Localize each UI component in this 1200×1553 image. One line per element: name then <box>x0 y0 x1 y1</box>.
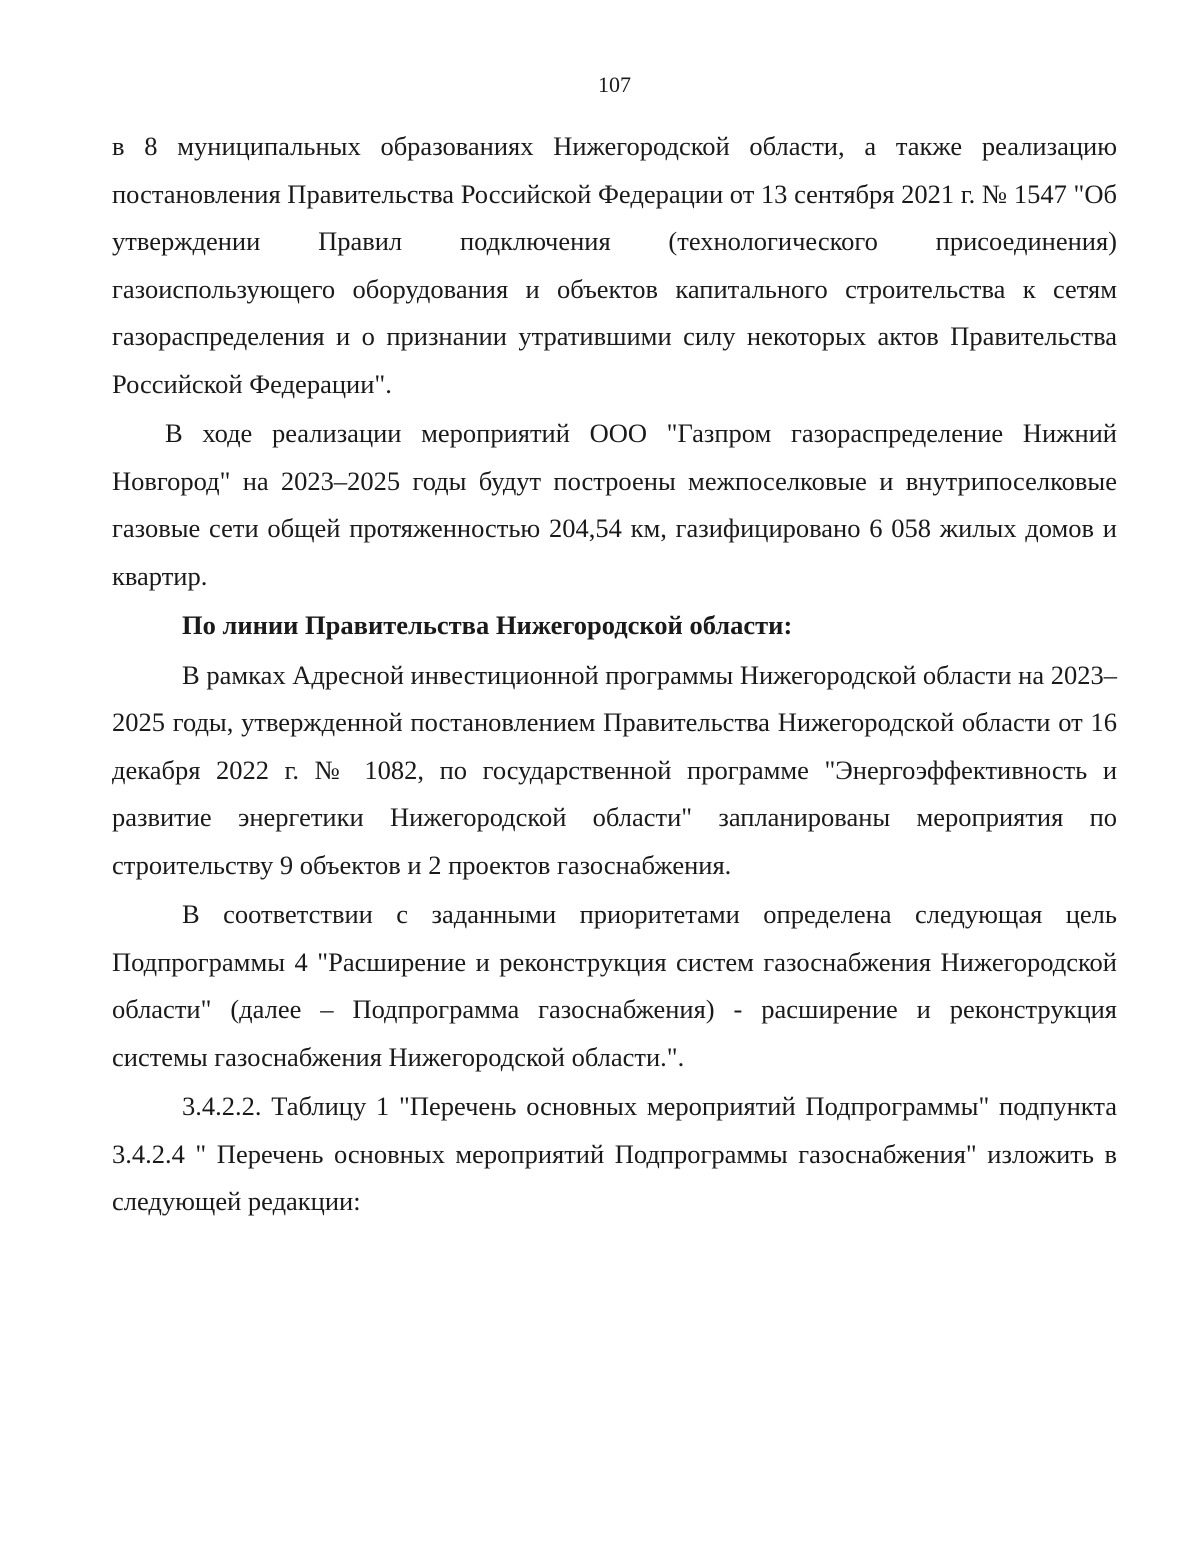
paragraph-table-amendment: 3.4.2.2. Таблицу 1 "Перечень основных мероприятий Подпрограммы" подпункта 3.4.2.4 " Перечень основных мероприятий Подпрограммы газоснабжения" изложить в следующей редакции: <box>112 1091 1117 1216</box>
section-heading: По линии Правительства Нижегородской области: <box>182 610 793 640</box>
paragraph-continuation: в 8 муниципальных образованиях Нижегородской области, а также реализацию постановления Правительства Российской Федерации от 13 сентября 2021 г. № 1547 "Об утверждении Правил подключения (технологического присоединения) газоиспользующего оборудования и объектов капитального строительства к сетям газораспределения и о признании утратившими силу некоторых актов Правительства Российской Федерации". <box>112 131 1117 399</box>
paragraph-investment-program: В рамках Адресной инвестиционной программы Нижегородской области на 2023–2025 годы, утвержденной постановлением Правительства Нижегородской области от 16 декабря 2022 г. № 1082, по государственной программе "Энергоэффективность и развитие энергетики Нижегородской области" запланированы мероприятия по строительству 9 объектов и 2 проектов газоснабжения. <box>112 659 1117 880</box>
paragraph-subprogram-goal: В соответствии с заданными приоритетами определена следующая цель Подпрограммы 4 "Расширение и реконструкция систем газоснабжения Нижегородской области" (далее – Подпрограмма газоснабжения) - расширение и реконструкция системы газоснабжения Нижегородской области.". <box>112 899 1117 1072</box>
paragraph-gazprom: В ходе реализации мероприятий ООО "Газпром газораспределение Нижний Новгород" на 2023–2025 годы будут построены межпоселковые и внутрипоселковые газовые сети общей протяженностью 204,54 км, газифицировано 6 058 жилых домов и квартир. <box>112 418 1117 591</box>
document-page <box>112 68 1117 1226</box>
page-number: 107 <box>598 72 631 97</box>
